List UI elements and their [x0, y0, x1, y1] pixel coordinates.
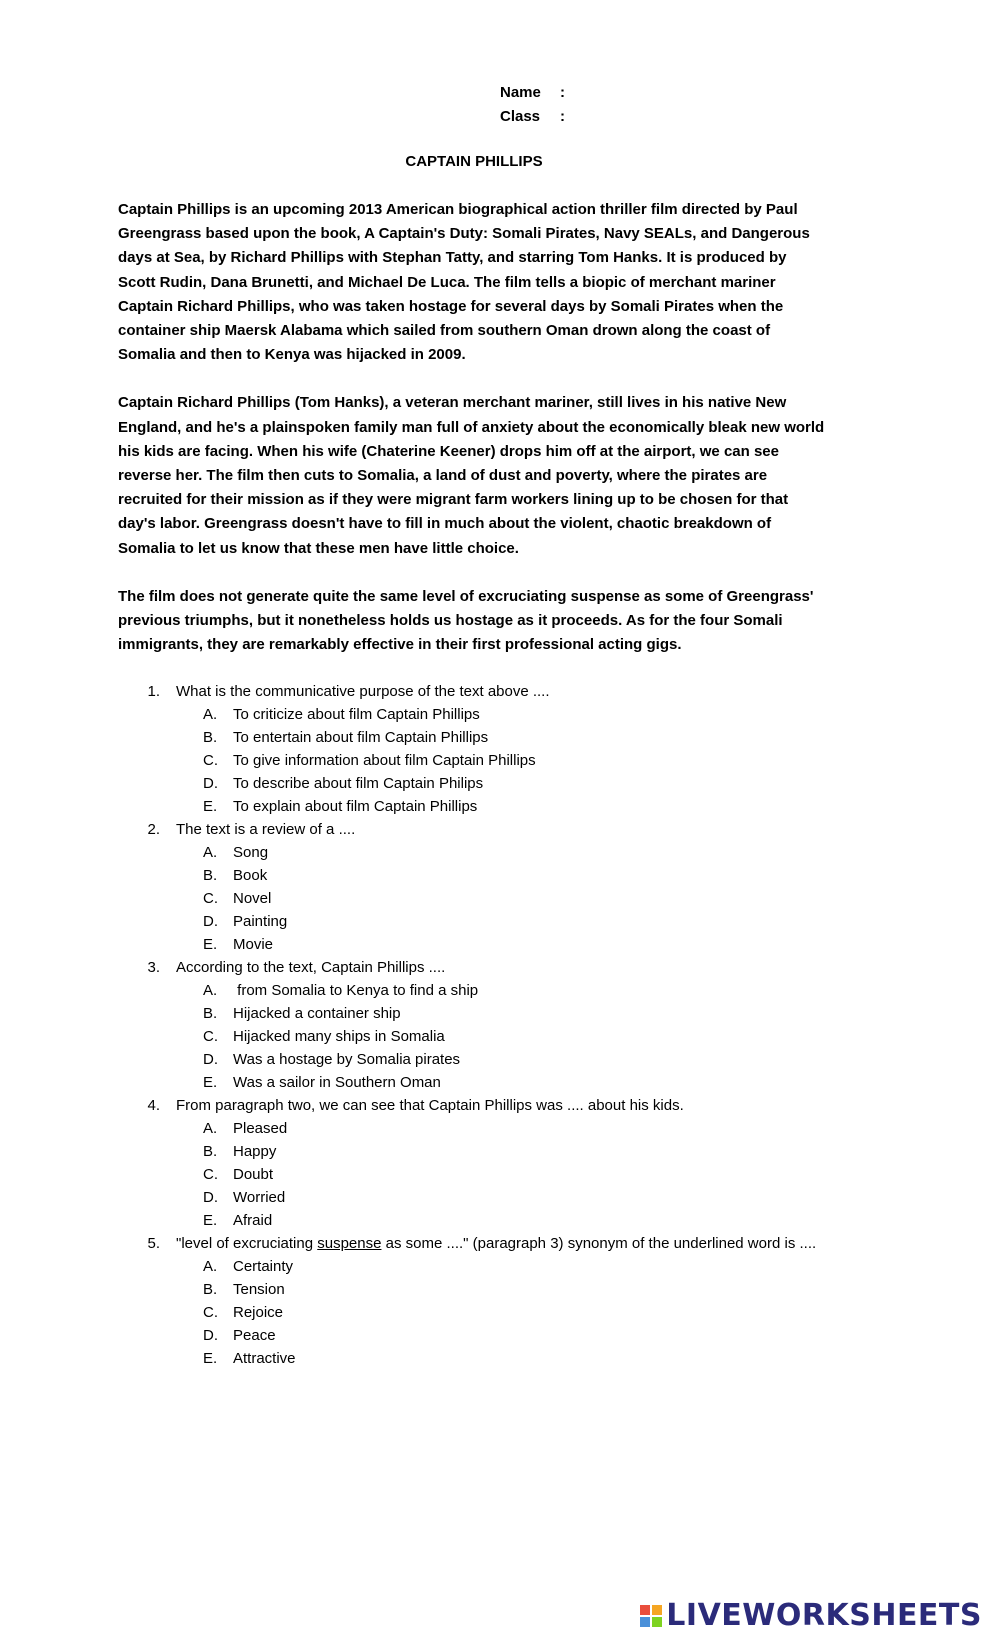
option-text: To explain about film Captain Phillips	[233, 798, 478, 815]
option-text: Certainty	[233, 1258, 294, 1275]
option-a[interactable]	[203, 1117, 838, 1140]
option-letter: D.	[203, 775, 218, 792]
option-letter: C.	[203, 1304, 218, 1321]
option-text: To criticize about film Captain Phillips	[233, 706, 480, 723]
option-letter: B.	[203, 867, 218, 884]
option-text: Attractive	[233, 1350, 296, 1367]
question-5	[118, 1232, 838, 1255]
question-text-after: as some ...." (paragraph 3) synonym of the underlined word is ....	[381, 1235, 817, 1252]
option-a[interactable]	[203, 703, 838, 726]
option-text: Tension	[233, 1281, 285, 1298]
option-d[interactable]	[203, 1186, 838, 1209]
option-letter: C.	[203, 1166, 218, 1183]
option-c[interactable]	[203, 887, 838, 910]
option-letter: E.	[203, 1212, 218, 1229]
option-letter: E.	[203, 798, 218, 815]
question-4-options	[203, 1117, 838, 1232]
name-colon: :	[560, 83, 565, 101]
option-e[interactable]	[203, 1209, 838, 1232]
option-text: Afraid	[233, 1212, 273, 1229]
question-2	[118, 818, 838, 841]
class-row	[500, 104, 565, 128]
option-letter: A.	[203, 1120, 218, 1137]
question-4	[118, 1094, 838, 1117]
option-c[interactable]	[203, 749, 838, 772]
question-text	[176, 1232, 836, 1255]
logo-square-icon	[640, 1605, 650, 1615]
option-b[interactable]	[203, 726, 838, 749]
class-colon: :	[560, 107, 565, 125]
name-label: Name	[500, 83, 541, 101]
question-number: 3.	[147, 959, 160, 976]
option-d[interactable]	[203, 772, 838, 795]
option-letter: B.	[203, 1005, 218, 1022]
question-1-options	[203, 703, 838, 818]
option-text: Worried	[233, 1189, 286, 1206]
question-text: From paragraph two, we can see that Captain Phillips was .... about his kids.	[176, 1097, 684, 1114]
option-text: To entertain about film Captain Phillips	[233, 729, 489, 746]
option-letter: C.	[203, 890, 218, 907]
question-1	[118, 680, 838, 703]
option-c[interactable]	[203, 1163, 838, 1186]
option-b[interactable]	[203, 1278, 838, 1301]
question-number: 2.	[147, 821, 160, 838]
option-text: Happy	[233, 1143, 277, 1160]
option-a[interactable]	[203, 1255, 838, 1278]
option-letter: A.	[203, 982, 218, 999]
option-c[interactable]	[203, 1301, 838, 1324]
question-list	[118, 680, 838, 1370]
option-text: Pleased	[233, 1120, 288, 1137]
option-letter: A.	[203, 844, 218, 861]
option-letter: B.	[203, 1143, 218, 1160]
option-letter: D.	[203, 913, 218, 930]
question-number: 1.	[147, 683, 160, 700]
logo-square-icon	[652, 1617, 662, 1627]
option-letter: A.	[203, 1258, 218, 1275]
question-3-options	[203, 979, 838, 1094]
option-text: Peace	[233, 1327, 276, 1344]
option-letter: E.	[203, 936, 218, 953]
option-letter: D.	[203, 1327, 218, 1344]
option-text: Song	[233, 844, 269, 861]
option-letter: C.	[203, 752, 218, 769]
option-a[interactable]	[203, 841, 838, 864]
question-5-options	[203, 1255, 838, 1370]
option-letter: E.	[203, 1074, 218, 1091]
option-d[interactable]	[203, 1324, 838, 1347]
option-letter: B.	[203, 1281, 218, 1298]
option-text: Doubt	[233, 1166, 274, 1183]
liveworksheets-icon	[640, 1605, 662, 1627]
option-letter: A.	[203, 706, 218, 723]
option-text: Rejoice	[233, 1304, 284, 1321]
liveworksheets-logo	[640, 1598, 982, 1633]
question-2-options	[203, 841, 838, 956]
option-text: Novel	[233, 890, 272, 907]
option-text: Was a sailor in Southern Oman	[233, 1074, 441, 1091]
option-d[interactable]	[203, 910, 838, 933]
brand-text: LIVEWORKSHEETS	[666, 1598, 982, 1633]
option-e[interactable]	[203, 1071, 838, 1094]
logo-square-icon	[652, 1605, 662, 1615]
underlined-word: suspense	[317, 1235, 382, 1252]
paragraph-2: Captain Richard Phillips (Tom Hanks), a veteran merchant mariner, still lives in his native New England, and he's a plainspoken family man full of anxiety about the economically bleak new world his kids are facing. When his wife (Chaterine Keener) drops him off at the airport, we can see reverse her. The film then cuts to Somalia, a land of dust and poverty, where the pirates are recruited for their mission as if they were migrant farm workers lining up to be chosen for that day's labor. Greengrass doesn't have to fill in much about the violent, chaotic breakdown of Somalia to let us know that these men have little choice.	[118, 394, 825, 557]
option-b[interactable]	[203, 1140, 838, 1163]
option-e[interactable]	[203, 795, 838, 818]
option-text: Was a hostage by Somalia pirates	[233, 1051, 461, 1068]
option-text: Hijacked a container ship	[233, 1005, 401, 1022]
option-text: Painting	[233, 913, 288, 930]
option-letter: B.	[203, 729, 218, 746]
option-a[interactable]	[203, 979, 838, 1002]
option-c[interactable]	[203, 1025, 838, 1048]
question-3	[118, 956, 838, 979]
option-b[interactable]	[203, 1002, 838, 1025]
option-letter: D.	[203, 1189, 218, 1206]
option-text: Hijacked many ships in Somalia	[233, 1028, 445, 1045]
student-info-header	[500, 80, 565, 128]
paragraph-3: The film does not generate quite the same level of excruciating suspense as some of Greengrass' previous triumphs, but it nonetheless holds us hostage as it proceeds. As for the four Somali immigrants, they are remarkably effective in their first professional acting gigs.	[118, 587, 814, 654]
option-e[interactable]	[203, 933, 838, 956]
question-text: The text is a review of a ....	[176, 821, 356, 838]
option-d[interactable]	[203, 1048, 838, 1071]
question-number: 4.	[147, 1097, 160, 1114]
option-text: To describe about film Captain Philips	[233, 775, 484, 792]
class-label: Class	[500, 107, 541, 125]
option-text: To give information about film Captain Phillips	[233, 752, 536, 769]
logo-square-icon	[640, 1617, 650, 1627]
question-text: According to the text, Captain Phillips ....	[176, 959, 446, 976]
reading-passage	[118, 198, 828, 681]
option-letter: D.	[203, 1051, 218, 1068]
option-text: from Somalia to Kenya to find a ship	[233, 982, 479, 999]
option-b[interactable]	[203, 864, 838, 887]
question-text: What is the communicative purpose of the text above ....	[176, 683, 550, 700]
page-title: CAPTAIN PHILLIPS	[405, 153, 543, 170]
paragraph-1: Captain Phillips is an upcoming 2013 American biographical action thriller film directed by Paul Greengrass based upon the book, A Captain's Duty: Somali Pirates, Navy SEALs, and Dangerous days at Sea, by Richard Phillips with Stephan Tatty, and starring Tom Hanks. It is produced by Scott Rudin, Dana Brunetti, and Michael De Luca. The film tells a biopic of merchant mariner Captain Richard Phillips, who was taken hostage for several days by Somali Pirates when the container ship Maersk Alabama which sailed from southern Oman drown along the coast of Somalia and then to Kenya was hijacked in 2009.	[118, 201, 810, 364]
option-e[interactable]	[203, 1347, 838, 1370]
option-text: Book	[233, 867, 268, 884]
question-text-before: "level of excruciating	[176, 1235, 318, 1252]
name-row	[500, 80, 565, 104]
option-letter: C.	[203, 1028, 218, 1045]
option-text: Movie	[233, 936, 274, 953]
question-number: 5.	[147, 1235, 160, 1252]
option-letter: E.	[203, 1350, 218, 1367]
